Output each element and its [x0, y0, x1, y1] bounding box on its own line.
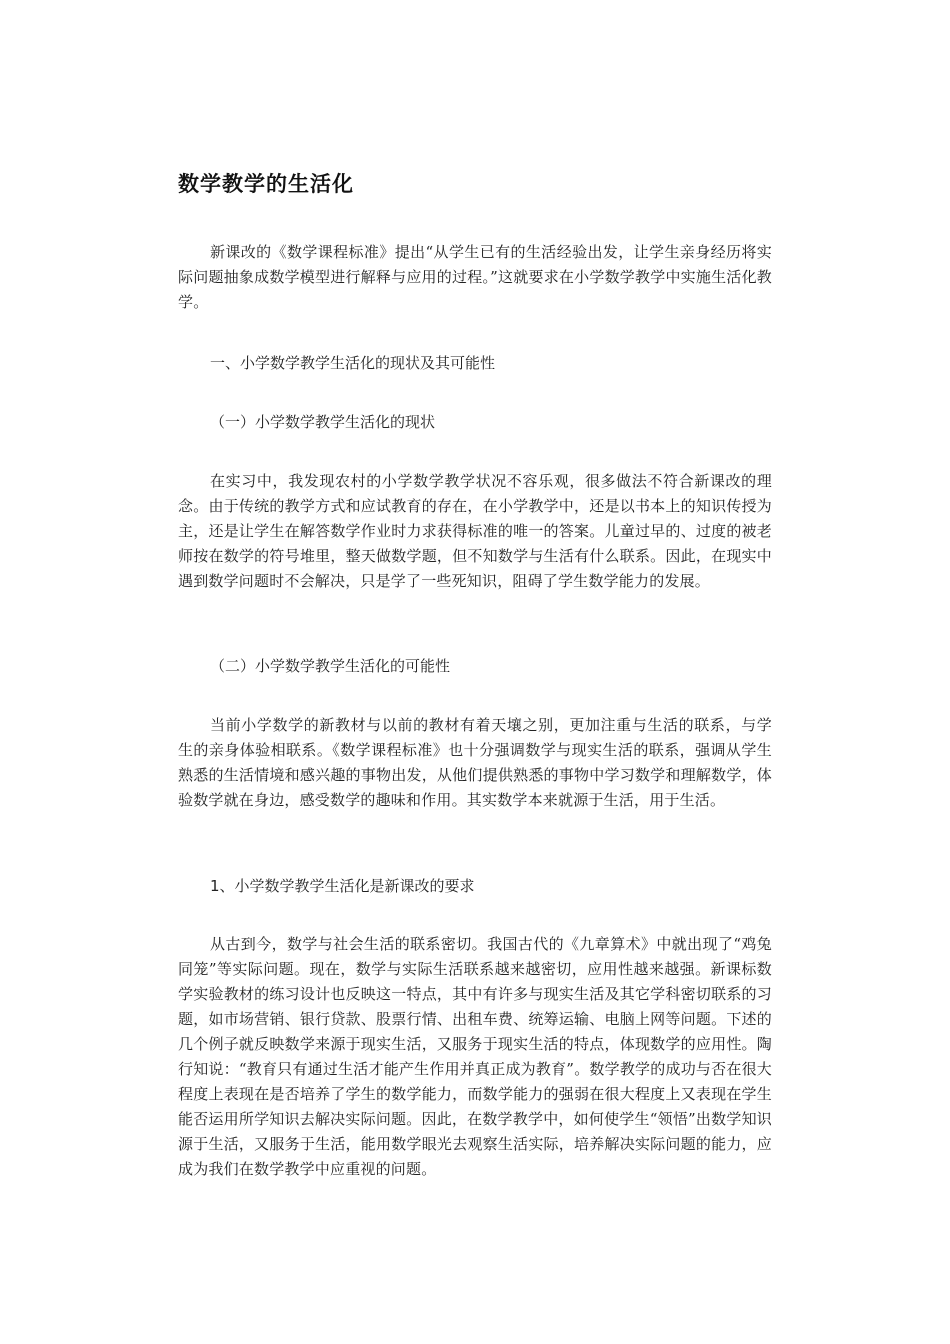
- subsection-paragraph-1: 在实习中，我发现农村的小学数学教学状况不容乐观，很多做法不符合新课改的理念。由于传统的教学方式和应试教育的存在，在小学教学中，还是以书本上的知识传授为主，还是让学生在解答数学作业时力求获得标准的唯一的答案。儿童过早的、过度的被老师按在数学的符号堆里，整天做数学题，但不知数学与生活有什么联系。因此，在现实中遇到数学问题时不会解决，只是学了一些死知识，阻碍了学生数学能力的发展。: [178, 472, 772, 590]
- subsection-heading-2: （二）小学数学教学生活化的可能性: [210, 657, 451, 675]
- page-title: 数学教学的生活化: [178, 172, 354, 196]
- section-heading-1: 一、小学数学教学生活化的现状及其可能性: [210, 354, 496, 372]
- subsection-paragraph-2: 当前小学数学的新教材与以前的教材有着天壤之别，更加注重与生活的联系，与学生的亲身体验相联系。《数学课程标准》也十分强调数学与现实生活的联系，强调从学生熟悉的生活情境和感兴趣的事物出发，从他们提供熟悉的事物中学习数学和理解数学，体验数学就在身边，感受数学的趣味和作用。其实数学本来就源于生活，用于生活。: [178, 716, 772, 809]
- subsection-heading-1: （一）小学数学教学生活化的现状: [210, 413, 436, 431]
- point-paragraph-1: 从古到今，数学与社会生活的联系密切。我国古代的《九章算术》中就出现了“鸡兔同笼”等实际问题。现在，数学与实际生活联系越来越密切，应用性越来越强。新课标数学实验教材的练习设计也反映这一特点，其中有许多与现实生活及其它学科密切联系的习题，如市场营销、银行贷款、股票行情、出租车费、统筹运输、电脑上网等问题。下述的几个例子就反映数学来源于现实生活，又服务于现实生活的特点，体现数学的应用性。陶行知说：“教育只有通过生活才能产生作用并真正成为教育”。数学教学的成功与否在很大程度上表现在是否培养了学生的数学能力，而数学能力的强弱在很大程度上又表现在学生能否运用所学知识去解决实际问题。因此，在数学教学中，如何使学生“领悟”出数学知识源于生活，又服务于生活，能用数学眼光去观察生活实际，培养解决实际问题的能力，应成为我们在数学教学中应重视的问题。: [178, 935, 772, 1178]
- intro-paragraph: 新课改的《数学课程标准》提出“从学生已有的生活经验出发，让学生亲身经历将实际问题抽象成数学模型进行解释与应用的过程。”这就要求在小学数学教学中实施生活化教学。: [178, 243, 772, 311]
- point-heading-1: 1、小学数学教学生活化是新课改的要求: [210, 877, 475, 895]
